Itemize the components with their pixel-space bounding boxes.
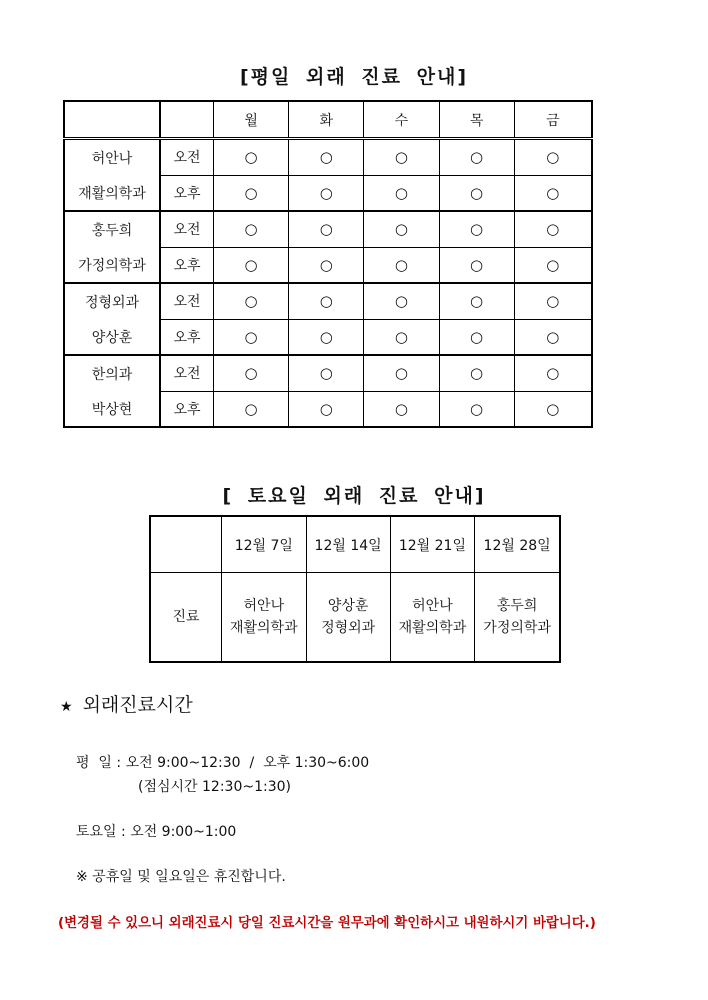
table-row <box>64 391 592 427</box>
available-mark: ○ <box>439 319 514 355</box>
lunch-hours: (점심시간 12:30~1:30) <box>138 779 291 795</box>
available-mark: ○ <box>439 247 514 283</box>
saturday-hours: 토요일 : 오전 9:00~1:00 <box>76 824 237 840</box>
header-date: 12월 28일 <box>475 516 560 573</box>
slot-cell: 오후 <box>160 319 214 355</box>
doctor-cell: 양상훈 <box>64 319 160 355</box>
doctor-cell <box>306 573 390 663</box>
available-mark: ○ <box>364 283 439 319</box>
header-day: 월 <box>214 101 289 139</box>
header-day: 목 <box>439 101 514 139</box>
available-mark: ○ <box>364 355 439 391</box>
table-row <box>64 283 592 319</box>
table-row <box>64 319 592 355</box>
header-day: 수 <box>364 101 439 139</box>
available-mark: ○ <box>214 355 289 391</box>
doctor-cell: 가정의학과 <box>64 247 160 283</box>
doctor-name: 허안나 <box>243 598 285 614</box>
slot-cell: 오전 <box>160 211 214 247</box>
change-notice: (변경될 수 있으니 외래진료시 당일 진료시간을 원무과에 확인하시고 내원하시기 바랍니다.) <box>58 916 596 931</box>
doctor-cell: 한의과 <box>64 355 160 391</box>
doctor-cell: 허안나 <box>64 139 160 176</box>
weekday-hours: 평 일 : 오전 9:00~12:30 / 오후 1:30~6:00 <box>76 755 370 771</box>
available-mark: ○ <box>514 355 592 391</box>
table-row <box>64 247 592 283</box>
available-mark: ○ <box>364 139 439 176</box>
holiday-note: ※ 공휴일 및 일요일은 휴진합니다. <box>76 869 286 885</box>
table-row <box>150 573 560 663</box>
table-row <box>64 175 592 211</box>
available-mark: ○ <box>514 247 592 283</box>
doctor-cell <box>222 573 307 663</box>
available-mark: ○ <box>289 247 364 283</box>
available-mark: ○ <box>514 319 592 355</box>
table-row <box>64 139 592 176</box>
slot-cell: 오후 <box>160 391 214 427</box>
available-mark: ○ <box>514 211 592 247</box>
header-date: 12월 21일 <box>390 516 475 573</box>
saturday-title: [ 토요일 외래 진료 안내] <box>222 485 486 507</box>
star-icon: ★ <box>60 699 73 715</box>
available-mark: ○ <box>364 247 439 283</box>
header-blank <box>150 516 222 573</box>
header-day: 금 <box>514 101 592 139</box>
available-mark: ○ <box>214 319 289 355</box>
doctor-cell: 재활의학과 <box>64 175 160 211</box>
table-row <box>64 211 592 247</box>
available-mark: ○ <box>289 211 364 247</box>
available-mark: ○ <box>214 211 289 247</box>
doctor-name: 홍두희 <box>496 598 538 614</box>
available-mark: ○ <box>514 283 592 319</box>
doctor-cell: 박상현 <box>64 391 160 427</box>
header-date: 12월 7일 <box>222 516 307 573</box>
available-mark: ○ <box>289 355 364 391</box>
available-mark: ○ <box>289 319 364 355</box>
available-mark: ○ <box>514 175 592 211</box>
available-mark: ○ <box>364 319 439 355</box>
available-mark: ○ <box>514 139 592 176</box>
available-mark: ○ <box>439 211 514 247</box>
available-mark: ○ <box>439 175 514 211</box>
doctor-dept: 정형외과 <box>321 620 376 636</box>
slot-cell: 오전 <box>160 139 214 176</box>
hours-heading <box>60 690 193 717</box>
weekday-schedule-table <box>63 100 593 428</box>
available-mark: ○ <box>214 247 289 283</box>
available-mark: ○ <box>214 283 289 319</box>
available-mark: ○ <box>439 283 514 319</box>
available-mark: ○ <box>364 211 439 247</box>
available-mark: ○ <box>439 355 514 391</box>
available-mark: ○ <box>364 175 439 211</box>
available-mark: ○ <box>214 139 289 176</box>
available-mark: ○ <box>289 283 364 319</box>
doctor-cell <box>390 573 475 663</box>
available-mark: ○ <box>289 139 364 176</box>
doctor-cell <box>475 573 560 663</box>
slot-cell: 오후 <box>160 175 214 211</box>
row-label: 진료 <box>150 573 222 663</box>
available-mark: ○ <box>214 175 289 211</box>
available-mark: ○ <box>439 391 514 427</box>
available-mark: ○ <box>214 391 289 427</box>
available-mark: ○ <box>364 391 439 427</box>
doctor-dept: 가정의학과 <box>483 620 551 636</box>
saturday-schedule-table <box>149 515 561 663</box>
slot-cell: 오전 <box>160 283 214 319</box>
slot-cell: 오후 <box>160 247 214 283</box>
slot-cell: 오전 <box>160 355 214 391</box>
doctor-dept: 재활의학과 <box>398 620 467 636</box>
available-mark: ○ <box>514 391 592 427</box>
available-mark: ○ <box>289 175 364 211</box>
available-mark: ○ <box>439 139 514 176</box>
table-row <box>64 355 592 391</box>
hours-heading-text: 외래진료시간 <box>82 694 193 716</box>
available-mark: ○ <box>289 391 364 427</box>
header-day: 화 <box>289 101 364 139</box>
doctor-cell: 홍두희 <box>64 211 160 247</box>
header-blank-slot <box>160 101 214 139</box>
doctor-name: 양상훈 <box>327 598 369 614</box>
doctor-name: 허안나 <box>412 598 453 614</box>
doctor-cell: 정형외과 <box>64 283 160 319</box>
header-blank-doctor <box>64 101 160 139</box>
weekday-title: [평일 외래 진료 안내] <box>239 66 469 88</box>
doctor-dept: 재활의학과 <box>229 620 298 636</box>
header-date: 12월 14일 <box>306 516 390 573</box>
